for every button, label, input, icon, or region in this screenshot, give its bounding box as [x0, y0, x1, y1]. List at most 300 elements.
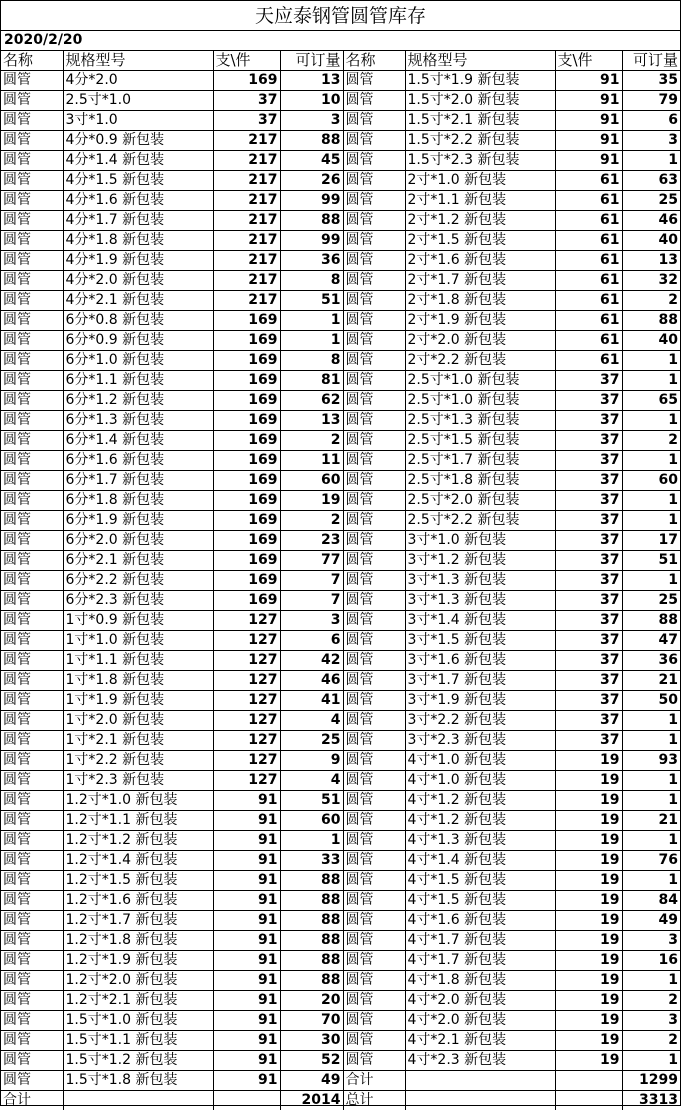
cell-qty-left: 23: [280, 531, 343, 551]
cell-qty-right: 16: [622, 951, 680, 971]
cell-pcs-right: 61: [555, 311, 622, 331]
cell-pcs-right: 19: [555, 771, 622, 791]
cell-qty-right: 93: [622, 751, 680, 771]
cell-name-right: 圆管: [343, 511, 405, 531]
cell-spec-right: 3寸*1.6 新包装: [405, 651, 555, 671]
inventory-table-body: [1, 51, 680, 1110]
cell-pcs-left: 91: [213, 1071, 280, 1091]
cell-spec-right: 4寸*2.0 新包装: [405, 991, 555, 1011]
cell-empty: [555, 1091, 622, 1110]
cell-spec-left: 1寸*1.1 新包装: [63, 651, 213, 671]
cell-pcs-left: 91: [213, 811, 280, 831]
cell-qty-left: 70: [280, 1011, 343, 1031]
cell-spec-right: 4寸*1.2 新包装: [405, 791, 555, 811]
grand-total-label: 总计: [343, 1091, 405, 1110]
cell-spec-right: 2.5寸*1.7 新包装: [405, 451, 555, 471]
cell-qty-left: 19: [280, 491, 343, 511]
cell-name-left: 圆管: [1, 551, 63, 571]
cell-pcs-left: 169: [213, 571, 280, 591]
table-row: [1, 571, 680, 591]
cell-qty-right: 1: [622, 831, 680, 851]
cell-spec-left: 1.2寸*1.7 新包装: [63, 911, 213, 931]
cell-spec-left: 4分*1.7 新包装: [63, 211, 213, 231]
cell-spec-left: 1寸*1.8 新包装: [63, 671, 213, 691]
cell-spec-right: 4寸*1.3 新包装: [405, 831, 555, 851]
cell-pcs-right: 61: [555, 231, 622, 251]
cell-name-right: 圆管: [343, 831, 405, 851]
table-row: [1, 1071, 680, 1091]
cell-name-right: 圆管: [343, 851, 405, 871]
cell-qty-left: 2: [280, 511, 343, 531]
cell-pcs-right: 61: [555, 191, 622, 211]
cell-pcs-right: 91: [555, 91, 622, 111]
table-row: [1, 691, 680, 711]
cell-name-right: 圆管: [343, 571, 405, 591]
cell-pcs-left: 127: [213, 651, 280, 671]
table-row: [1, 751, 680, 771]
cell-qty-right: 1: [622, 771, 680, 791]
table-row: [1, 271, 680, 291]
cell-pcs-right: 19: [555, 891, 622, 911]
cell-name-left: 圆管: [1, 251, 63, 271]
table-row: [1, 991, 680, 1011]
cell-spec-left: 1.2寸*1.0 新包装: [63, 791, 213, 811]
cell-pcs-left: 217: [213, 171, 280, 191]
table-row: [1, 731, 680, 751]
cell-qty-left: 20: [280, 991, 343, 1011]
cell-qty-right: 60: [622, 471, 680, 491]
cell-name-left: 圆管: [1, 811, 63, 831]
cell-spec-right: 2寸*1.1 新包装: [405, 191, 555, 211]
cell-spec-right: 4寸*1.8 新包装: [405, 971, 555, 991]
cell-spec-right: 1.5寸*2.2 新包装: [405, 131, 555, 151]
cell-pcs-left: 217: [213, 151, 280, 171]
cell-spec-right: 2.5寸*1.0 新包装: [405, 371, 555, 391]
cell-name-right: 圆管: [343, 771, 405, 791]
cell-qty-right: 17: [622, 531, 680, 551]
cell-spec-right: 4寸*2.1 新包装: [405, 1031, 555, 1051]
table-row: [1, 771, 680, 791]
cell-spec-left: 6分*1.0 新包装: [63, 351, 213, 371]
table-row: [1, 471, 680, 491]
cell-spec-left: 6分*1.6 新包装: [63, 451, 213, 471]
cell-spec-left: 1.2寸*1.2 新包装: [63, 831, 213, 851]
cell-name-right: 圆管: [343, 71, 405, 91]
cell-name-left: 圆管: [1, 671, 63, 691]
cell-name-right: 圆管: [343, 671, 405, 691]
header-name-right: 名称: [343, 51, 405, 71]
sheet-date: 2020/2/20: [1, 31, 680, 51]
cell-pcs-right: 37: [555, 471, 622, 491]
cell-spec-right: 2寸*1.5 新包装: [405, 231, 555, 251]
cell-pcs-right: 19: [555, 791, 622, 811]
cell-qty-left: 88: [280, 131, 343, 151]
cell-qty-right: 1: [622, 491, 680, 511]
cell-pcs-left: 91: [213, 851, 280, 871]
cell-qty-right: 1: [622, 371, 680, 391]
cell-qty-left: 60: [280, 471, 343, 491]
table-row: [1, 791, 680, 811]
table-row: [1, 531, 680, 551]
cell-pcs-right: 61: [555, 251, 622, 271]
table-row: [1, 231, 680, 251]
cell-qty-right: 1: [622, 451, 680, 471]
cell-spec-right: 2.5寸*2.0 新包装: [405, 491, 555, 511]
table-row: [1, 711, 680, 731]
cell-name-right: 圆管: [343, 791, 405, 811]
cell-pcs-left: 169: [213, 511, 280, 531]
cell-pcs-left: 91: [213, 891, 280, 911]
cell-pcs-left: 37: [213, 91, 280, 111]
table-row: [1, 591, 680, 611]
cell-pcs-right: 19: [555, 911, 622, 931]
table-row: [1, 931, 680, 951]
cell-pcs-right: 37: [555, 571, 622, 591]
cell-qty-left: 52: [280, 1051, 343, 1071]
cell-qty-left: 4: [280, 771, 343, 791]
cell-name-left: 圆管: [1, 271, 63, 291]
cell-spec-left: 4分*1.5 新包装: [63, 171, 213, 191]
cell-pcs-left: 169: [213, 471, 280, 491]
cell-spec-left: 1.2寸*1.5 新包装: [63, 871, 213, 891]
cell-spec-left: 1寸*2.3 新包装: [63, 771, 213, 791]
cell-qty-right: 1: [622, 351, 680, 371]
cell-pcs-right: 37: [555, 511, 622, 531]
cell-pcs-left: 127: [213, 771, 280, 791]
cell-qty-right: 32: [622, 271, 680, 291]
cell-spec-right: 4寸*1.7 新包装: [405, 931, 555, 951]
cell-empty: [213, 1091, 280, 1110]
table-row: [1, 451, 680, 471]
cell-name-left: 圆管: [1, 1071, 63, 1091]
cell-name-left: 圆管: [1, 111, 63, 131]
cell-name-left: 圆管: [1, 451, 63, 471]
cell-pcs-right: 37: [555, 411, 622, 431]
cell-qty-right: 49: [622, 911, 680, 931]
cell-spec-left: 1寸*2.2 新包装: [63, 751, 213, 771]
header-qty-right: 可订量: [622, 51, 680, 71]
cell-name-left: 圆管: [1, 771, 63, 791]
cell-name-left: 圆管: [1, 391, 63, 411]
cell-pcs-right: 37: [555, 451, 622, 471]
cell-qty-right: 36: [622, 651, 680, 671]
cell-name-right: 圆管: [343, 291, 405, 311]
cell-spec-left: 1.2寸*1.1 新包装: [63, 811, 213, 831]
header-name-left: 名称: [1, 51, 63, 71]
cell-pcs-left: 217: [213, 131, 280, 151]
cell-qty-left: 1: [280, 831, 343, 851]
cell-qty-left: 2: [280, 431, 343, 451]
cell-pcs-left: 127: [213, 751, 280, 771]
cell-spec-right: 4寸*1.0 新包装: [405, 771, 555, 791]
cell-qty-left: 7: [280, 571, 343, 591]
cell-pcs-left: 91: [213, 831, 280, 851]
table-row: [1, 71, 680, 91]
cell-qty-left: 88: [280, 871, 343, 891]
cell-qty-left: 10: [280, 91, 343, 111]
cell-name-left: 圆管: [1, 631, 63, 651]
cell-name-left: 圆管: [1, 831, 63, 851]
cell-pcs-right: 19: [555, 931, 622, 951]
cell-name-left: 圆管: [1, 1051, 63, 1071]
cell-name-right: 圆管: [343, 1011, 405, 1031]
totals-row: [1, 1091, 680, 1110]
cell-name-left: 圆管: [1, 851, 63, 871]
cell-qty-right: 1: [622, 731, 680, 751]
total-value-left: 2014: [280, 1091, 343, 1110]
cell-pcs-left: 91: [213, 911, 280, 931]
cell-pcs-left: 91: [213, 1011, 280, 1031]
cell-name-left: 圆管: [1, 291, 63, 311]
cell-spec-left: 6分*2.2 新包装: [63, 571, 213, 591]
cell-qty-right: 63: [622, 171, 680, 191]
cell-spec-right: 2.5寸*1.5 新包装: [405, 431, 555, 451]
cell-qty-right: 1: [622, 1051, 680, 1071]
cell-qty-left: 49: [280, 1071, 343, 1091]
cell-name-left: 圆管: [1, 1011, 63, 1031]
cell-name-right: 圆管: [343, 151, 405, 171]
subtotal-label-right: 合计: [343, 1071, 405, 1091]
cell-name-right: 圆管: [343, 411, 405, 431]
header-spec-right: 规格型号: [405, 51, 555, 71]
cell-pcs-right: 61: [555, 351, 622, 371]
cell-name-left: 圆管: [1, 431, 63, 451]
cell-qty-left: 88: [280, 891, 343, 911]
table-row: [1, 831, 680, 851]
cell-qty-left: 42: [280, 651, 343, 671]
table-row: [1, 671, 680, 691]
cell-name-right: 圆管: [343, 171, 405, 191]
cell-pcs-right: 19: [555, 1011, 622, 1031]
cell-pcs-right: 37: [555, 691, 622, 711]
cell-spec-left: 6分*2.1 新包装: [63, 551, 213, 571]
cell-name-right: 圆管: [343, 631, 405, 651]
cell-spec-right: 3寸*1.3 新包装: [405, 571, 555, 591]
cell-spec-left: 6分*1.2 新包装: [63, 391, 213, 411]
cell-qty-right: 3: [622, 131, 680, 151]
cell-name-right: 圆管: [343, 991, 405, 1011]
cell-spec-right: 4寸*1.5 新包装: [405, 871, 555, 891]
cell-pcs-right: 19: [555, 1051, 622, 1071]
cell-qty-left: 77: [280, 551, 343, 571]
cell-name-left: 圆管: [1, 651, 63, 671]
cell-qty-left: 88: [280, 951, 343, 971]
cell-name-right: 圆管: [343, 951, 405, 971]
cell-spec-right: 4寸*1.5 新包装: [405, 891, 555, 911]
cell-qty-left: 45: [280, 151, 343, 171]
cell-spec-right: 4寸*1.7 新包装: [405, 951, 555, 971]
cell-pcs-left: 91: [213, 991, 280, 1011]
cell-pcs-left: 169: [213, 391, 280, 411]
cell-qty-left: 8: [280, 351, 343, 371]
cell-qty-left: 3: [280, 111, 343, 131]
cell-qty-right: 25: [622, 191, 680, 211]
cell-empty: [555, 1071, 622, 1091]
cell-qty-right: 3: [622, 931, 680, 951]
table-row: [1, 651, 680, 671]
cell-name-left: 圆管: [1, 231, 63, 251]
cell-pcs-right: 37: [555, 431, 622, 451]
cell-pcs-left: 91: [213, 931, 280, 951]
cell-name-right: 圆管: [343, 531, 405, 551]
cell-qty-right: 2: [622, 431, 680, 451]
cell-pcs-left: 169: [213, 531, 280, 551]
cell-pcs-left: 91: [213, 951, 280, 971]
cell-spec-left: 1.2寸*2.1 新包装: [63, 991, 213, 1011]
table-row: [1, 91, 680, 111]
cell-pcs-right: 37: [555, 611, 622, 631]
cell-empty: [63, 1091, 213, 1110]
cell-spec-right: 3寸*1.2 新包装: [405, 551, 555, 571]
cell-name-left: 圆管: [1, 511, 63, 531]
cell-spec-right: 1.5寸*2.1 新包装: [405, 111, 555, 131]
cell-spec-left: 1.2寸*2.0 新包装: [63, 971, 213, 991]
table-row: [1, 971, 680, 991]
cell-qty-right: 84: [622, 891, 680, 911]
cell-qty-right: 2: [622, 1031, 680, 1051]
cell-spec-right: 4寸*1.4 新包装: [405, 851, 555, 871]
table-row: [1, 351, 680, 371]
cell-pcs-left: 169: [213, 311, 280, 331]
cell-name-right: 圆管: [343, 311, 405, 331]
cell-pcs-right: 61: [555, 291, 622, 311]
cell-qty-left: 13: [280, 71, 343, 91]
cell-qty-right: 1: [622, 711, 680, 731]
table-row: [1, 411, 680, 431]
cell-qty-left: 4: [280, 711, 343, 731]
cell-name-right: 圆管: [343, 351, 405, 371]
cell-spec-left: 1.5寸*1.2 新包装: [63, 1051, 213, 1071]
cell-spec-left: 4分*2.0: [63, 71, 213, 91]
cell-name-right: 圆管: [343, 191, 405, 211]
cell-qty-left: 51: [280, 791, 343, 811]
cell-spec-right: 2寸*1.7 新包装: [405, 271, 555, 291]
cell-qty-right: 76: [622, 851, 680, 871]
cell-pcs-right: 61: [555, 271, 622, 291]
cell-pcs-left: 169: [213, 331, 280, 351]
cell-spec-right: 3寸*2.3 新包装: [405, 731, 555, 751]
cell-name-right: 圆管: [343, 251, 405, 271]
grand-total-value: 3313: [622, 1091, 680, 1110]
cell-pcs-left: 169: [213, 371, 280, 391]
table-row: [1, 211, 680, 231]
cell-pcs-left: 169: [213, 451, 280, 471]
cell-qty-right: 21: [622, 811, 680, 831]
cell-pcs-right: 37: [555, 711, 622, 731]
cell-qty-left: 36: [280, 251, 343, 271]
cell-pcs-right: 19: [555, 831, 622, 851]
cell-name-left: 圆管: [1, 411, 63, 431]
cell-spec-left: 6分*2.3 新包装: [63, 591, 213, 611]
cell-pcs-left: 169: [213, 431, 280, 451]
cell-name-left: 圆管: [1, 171, 63, 191]
cell-name-right: 圆管: [343, 111, 405, 131]
cell-qty-left: 26: [280, 171, 343, 191]
cell-spec-left: 1.2寸*1.6 新包装: [63, 891, 213, 911]
cell-qty-right: 1: [622, 871, 680, 891]
table-row: [1, 251, 680, 271]
cell-pcs-right: 19: [555, 1031, 622, 1051]
cell-spec-left: 6分*0.8 新包装: [63, 311, 213, 331]
cell-pcs-left: 127: [213, 611, 280, 631]
cell-name-right: 圆管: [343, 491, 405, 511]
cell-name-left: 圆管: [1, 611, 63, 631]
cell-spec-right: 3寸*1.9 新包装: [405, 691, 555, 711]
cell-spec-right: 3寸*2.2 新包装: [405, 711, 555, 731]
cell-qty-left: 13: [280, 411, 343, 431]
cell-pcs-left: 127: [213, 711, 280, 731]
cell-spec-left: 6分*0.9 新包装: [63, 331, 213, 351]
cell-spec-right: 2寸*1.0 新包装: [405, 171, 555, 191]
table-row: [1, 331, 680, 351]
cell-qty-right: 6: [622, 111, 680, 131]
cell-qty-right: 47: [622, 631, 680, 651]
cell-name-right: 圆管: [343, 731, 405, 751]
cell-qty-left: 41: [280, 691, 343, 711]
cell-qty-left: 46: [280, 671, 343, 691]
cell-name-left: 圆管: [1, 491, 63, 511]
cell-qty-right: 79: [622, 91, 680, 111]
cell-pcs-left: 37: [213, 111, 280, 131]
cell-spec-left: 1寸*1.9 新包装: [63, 691, 213, 711]
cell-spec-left: 1.5寸*1.1 新包装: [63, 1031, 213, 1051]
cell-name-right: 圆管: [343, 451, 405, 471]
cell-name-right: 圆管: [343, 391, 405, 411]
cell-qty-left: 1: [280, 331, 343, 351]
table-row: [1, 111, 680, 131]
cell-pcs-left: 91: [213, 1031, 280, 1051]
cell-qty-left: 11: [280, 451, 343, 471]
cell-spec-right: 4寸*1.2 新包装: [405, 811, 555, 831]
cell-pcs-right: 37: [555, 731, 622, 751]
table-row: [1, 871, 680, 891]
cell-pcs-left: 217: [213, 191, 280, 211]
cell-spec-right: 1.5寸*2.0 新包装: [405, 91, 555, 111]
cell-pcs-left: 217: [213, 291, 280, 311]
table-row: [1, 611, 680, 631]
cell-name-right: 圆管: [343, 971, 405, 991]
cell-spec-left: 1.2寸*1.9 新包装: [63, 951, 213, 971]
cell-pcs-right: 37: [555, 531, 622, 551]
cell-pcs-left: 169: [213, 71, 280, 91]
cell-pcs-left: 217: [213, 251, 280, 271]
cell-name-right: 圆管: [343, 331, 405, 351]
cell-name-left: 圆管: [1, 191, 63, 211]
cell-spec-right: 1.5寸*1.9 新包装: [405, 71, 555, 91]
cell-empty: [405, 1091, 555, 1110]
cell-qty-left: 62: [280, 391, 343, 411]
cell-pcs-right: 61: [555, 331, 622, 351]
cell-spec-left: 1.2寸*1.4 新包装: [63, 851, 213, 871]
cell-qty-right: 13: [622, 251, 680, 271]
cell-spec-left: 6分*2.0 新包装: [63, 531, 213, 551]
cell-spec-left: 4分*1.8 新包装: [63, 231, 213, 251]
cell-spec-right: 4寸*1.0 新包装: [405, 751, 555, 771]
cell-name-left: 圆管: [1, 371, 63, 391]
table-row: [1, 551, 680, 571]
cell-pcs-left: 169: [213, 591, 280, 611]
cell-name-left: 圆管: [1, 911, 63, 931]
cell-spec-right: 2寸*2.2 新包装: [405, 351, 555, 371]
cell-pcs-right: 19: [555, 991, 622, 1011]
cell-spec-right: 3寸*1.7 新包装: [405, 671, 555, 691]
cell-name-right: 圆管: [343, 91, 405, 111]
cell-pcs-left: 91: [213, 971, 280, 991]
cell-spec-right: 3寸*1.3 新包装: [405, 591, 555, 611]
cell-pcs-right: 37: [555, 631, 622, 651]
cell-spec-left: 4分*0.9 新包装: [63, 131, 213, 151]
sheet-title: 天应泰钢管圆管库存: [1, 1, 680, 31]
